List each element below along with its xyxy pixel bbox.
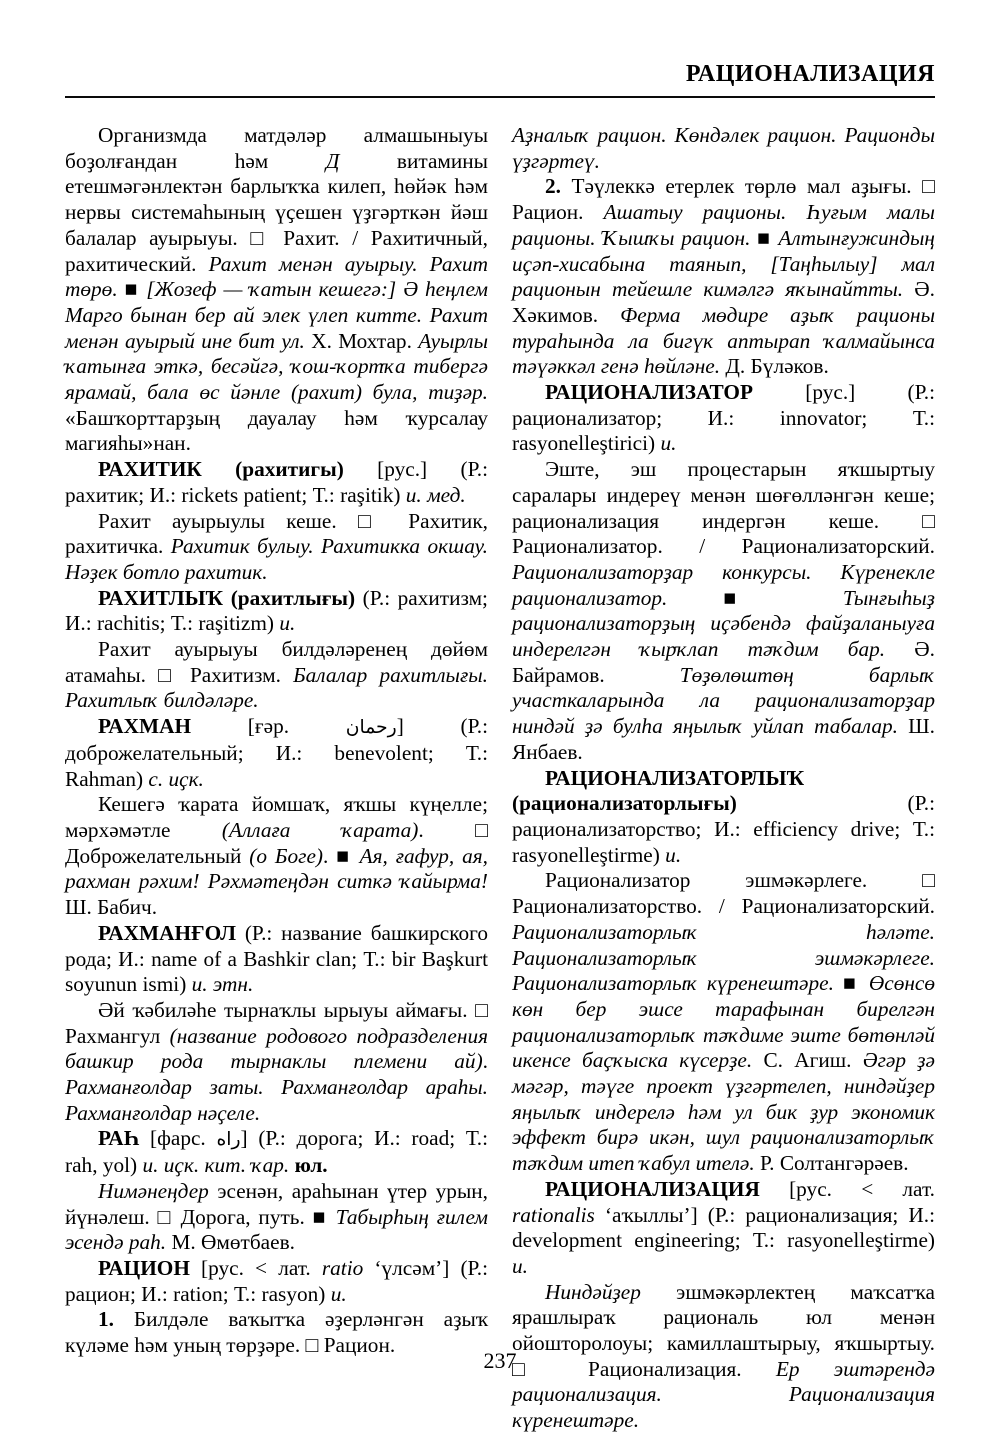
entry-paragraph xyxy=(512,766,935,869)
italic-text: Ферма мөдире аҙыҡ рационы тураһында ла бигүк аптырап ҡалмайынса тәүәккәл генә һөйләне. xyxy=(512,302,936,379)
entry-paragraph xyxy=(512,380,935,457)
italic-text: Ауырлы ҡатынға эткә, бесәйгә, ҡош-ҡортҡа тибергә ярамай, бала өс йәнле (рахит) була, тиҙәр. xyxy=(65,328,488,405)
italic-text: (о Боге) xyxy=(249,843,323,868)
text: . ■ xyxy=(323,843,360,868)
entry-paragraph xyxy=(65,998,488,1127)
entry-paragraph xyxy=(512,1177,935,1280)
text: Рационализатор эшмәкәрлеге. □ Рационализаторство. / Рационализаторский. xyxy=(512,868,935,919)
entry-paragraph xyxy=(65,586,488,637)
entry-paragraph xyxy=(512,174,935,380)
italic-text: и. иҫк. кит. ҡар. xyxy=(142,1153,290,1178)
arabic-text: رحمان xyxy=(345,717,397,739)
entry-paragraph xyxy=(65,1126,488,1178)
text: [рус.] (Р.: рахитик; И.: rickets patient; Т.: raşitik) xyxy=(65,457,489,507)
text: Ә. Байрамов. xyxy=(512,637,936,687)
text: [рус.] (Р.: рационализатор; И.: innovator; Т.: rasyonelleştirici) xyxy=(512,380,935,456)
italic-text: Рахит менән ауырыу. Рахит төрө. xyxy=(65,251,488,302)
text: [рус. < лат. xyxy=(189,1255,322,1280)
text: витамины етешмәгәнлектән барлыҡҡа килеп, һөйәк һәм нервы системаһының үҫешен үҙгәрткән йәш балалар ауырыуы. □ Рахит. / Рахитичный, рахитический. xyxy=(65,148,488,276)
text: ■ xyxy=(833,971,869,996)
italic-text: Тынғыһыҙ рационализаторҙың иҫәбендә файҙаланыуға индерелгән ҡырҡлап тәҡдим бар. xyxy=(512,585,935,662)
text: ‘аҡыллы’] (Р.: рационализация; И.: development engineering; Т.: rasyonelleştirme) xyxy=(512,1202,935,1253)
italic-text: Ая, ғафур, ая, рахман рәхим! Рәхмәтеңдән ситкә ҡайырма! xyxy=(65,843,488,894)
italic-text: Рахитик булыу. Рахитикка окшау. Нәҙек ботло рахитик. xyxy=(65,534,488,584)
text: (Р.: рахитизм; И.: rachitis; Т.: raşitizm) xyxy=(65,585,488,636)
text: Х. Мохтар. xyxy=(304,328,419,353)
text: [ғәр. xyxy=(191,714,346,739)
bold-text: РАХИТИК (рахитигы) xyxy=(98,457,344,482)
italic-text: Ер эштәрендә рационализация. Рационализация күренештәре. xyxy=(512,1356,935,1433)
text: Ш. Янбаев. xyxy=(512,714,935,764)
text: Эште, эш процестарын яҡшыртыу саралары индереү менән шөғөлләнгән кеше; рационализация индергән кеше. □ Рационализатор. / Рационализаторский. xyxy=(512,457,935,559)
arabic-text: راه xyxy=(216,1129,241,1151)
text: Р. Солтангәрәев. xyxy=(754,1151,909,1176)
italic-text: Нимәнеңдер xyxy=(98,1178,209,1203)
italic-text: Әгәр ҙә мәгәр, тәүге проект үҙгәртелеп, ниндәйҙер яңылыҡ индерелә һәм ул бик ҙур экономик эффект бирә икән, шул рационализаторлыҡ тәҡдим итеп ҡабул ителә. xyxy=(512,1048,935,1176)
italic-text: (название родового подразделения башкир рода тырнаклы племени ай) xyxy=(65,1023,488,1074)
italic-text: Рационализаторлыҡ һәләте. Рационализаторлыҡ эшмәкәрлеге. Рационализаторлыҡ күренештәре. xyxy=(512,919,935,996)
italic-text: ratio xyxy=(321,1255,364,1280)
text: . xyxy=(482,1049,488,1074)
entry-paragraph xyxy=(65,457,488,508)
italic-text: Төҙөлөштөң барлыҡ участкаларында ла рационализаторҙар ниндәй ҙә булһа яңылыҡ уйлап табалар. xyxy=(512,662,935,739)
italic-text: и. xyxy=(665,842,682,867)
bold-text: юл. xyxy=(294,1153,328,1178)
italic-text: Ашатыу рационы. Һуғым малы рационы. Ҡышҡы рацион. xyxy=(512,200,935,250)
text: эсенән, араһынан үтер урын, йүнәлеш. □ Дорога, путь. ■ xyxy=(65,1178,488,1229)
italic-text: Аҙналыҡ рацион. Көндәлек рацион. Рационды үҙгәртеү. xyxy=(512,123,935,173)
text: ‘үлсәм’] (Р.: рацион; И.: ration; Т.: rasyon) xyxy=(65,1255,488,1306)
bold-text: 1. xyxy=(98,1307,114,1332)
text: (Р.: рационализаторство; И.: efficiency drive; Т.: rasyonelleştirme) xyxy=(512,791,935,867)
text: Рахит ауырыуы билдәләренең дөйөм атамаһы. □ Рахитизм. xyxy=(65,637,488,687)
bold-text: РАХМАН xyxy=(98,714,192,739)
text: ] (Р.: доброжелательный; И.: benevolent; Т.: Rahman) xyxy=(65,714,488,791)
italic-text: Балалар рахитлығы. Рахитлыҡ билдәләре. xyxy=(65,662,488,713)
text: ■ xyxy=(667,585,843,610)
entry-paragraph xyxy=(65,1179,488,1256)
italic-text: Алтынғужиндың иҫәп-хисабына таянып, [Таңһылыу] мал рационын тейешле кимәлгә яҡынайтты. xyxy=(512,225,935,302)
text: «Башҡорттарҙың дауалау һәм ҡурсалау магияһы»нан. xyxy=(65,405,488,456)
text: С. Агиш. xyxy=(752,1048,863,1073)
text: ■ xyxy=(117,277,147,302)
entry-paragraph xyxy=(512,868,935,1176)
italic-text: Ниндәйҙер xyxy=(545,1279,641,1304)
entry-paragraph xyxy=(65,921,488,998)
text: Кешегә ҡарата йомшаҡ, яҡшы күңелле; мәрхәмәтле xyxy=(65,792,488,842)
italic-text: и. этн. xyxy=(191,972,254,997)
italic-text: и. мед. xyxy=(405,482,466,507)
bold-text: РАЦИОНАЛИЗАТОР xyxy=(545,380,753,405)
bold-text: 2. xyxy=(545,174,561,199)
italic-text: с. иҫк. xyxy=(148,766,204,791)
italic-text: Табырһың ғилем эсендә раһ. xyxy=(65,1204,488,1255)
italic-text: и. xyxy=(660,431,677,456)
text: (Р.: название башкирского рода; И.: name of a Bashkir clan; Т.: bir Başkurt soyunun ismi) xyxy=(65,920,488,997)
text: ■ xyxy=(750,225,779,250)
left-column xyxy=(65,123,488,1434)
bold-text: РАЦИОНАЛИЗАЦИЯ xyxy=(545,1176,760,1201)
text: М. Өмөтбаев. xyxy=(166,1230,295,1255)
italic-text: Рационализаторҙар конкурсы. Күренекле рационализатор. xyxy=(512,559,935,610)
text: Организмда матдәләр алмашыныуы боҙолғандан һәм xyxy=(65,123,488,173)
entry-paragraph xyxy=(65,714,488,792)
right-column xyxy=(512,123,935,1434)
bold-text: РАЦИОН xyxy=(98,1255,190,1280)
text: Ш. Бабич. xyxy=(65,895,158,920)
entry-paragraph xyxy=(65,637,488,714)
text: ] (Р.: дорога; И.: road; Т.: rah, yol) xyxy=(65,1126,488,1178)
entry-paragraph xyxy=(512,457,935,765)
text: [фарс. xyxy=(139,1126,217,1151)
text: [рус. < лат. xyxy=(759,1176,935,1201)
italic-text: Өсөнсө көн бер эшсе тарафынан бирелгән рационализаторлыҡ тәҡдиме эште бөтөнләй икенсе баҫҡыска күсерҙе. xyxy=(512,971,936,1073)
italic-text: и. xyxy=(279,611,296,636)
bold-text: РАХМАНҒОЛ xyxy=(98,920,237,945)
text: Әй ҡәбиләһе тырнаҡлы ырыуы аймағы. □ Рахмангул xyxy=(65,997,488,1048)
text: Ә. Хәкимов. xyxy=(512,277,935,327)
text: эшмәкәрлектең маҡсатҡа ярашлыраҡ рациональ юл менән ойошторолоуы; камиллаштырыу, яҡшыртыу. □ Рационализация. xyxy=(512,1279,935,1381)
entry-paragraph xyxy=(65,509,488,586)
italic-text: Рахманғолдар заты. Рахманғолдар араһы. Рахманғолдар нәҫеле. xyxy=(65,1075,488,1125)
text-columns xyxy=(65,123,935,1434)
italic-text: (Аллаға ҡарата) xyxy=(221,817,419,842)
text: . □ Доброжелательный xyxy=(65,817,489,868)
text: Тәүлеккә етерлек төрлө мал аҙығы. □ Рацион. xyxy=(512,174,935,225)
entry-paragraph xyxy=(65,123,488,457)
italic-text: Д xyxy=(325,148,340,173)
bold-text: РАХИТЛЫҠ (рахитлығы) xyxy=(98,585,356,610)
text: Билдәле ваҡытҡа әҙерләнгән аҙыҡ күләме һәм уның төрҙәре. □ Рацион. xyxy=(65,1307,488,1358)
text: Рахит ауырыулы кеше. □ Рахитик, рахитичка. xyxy=(65,508,488,559)
italic-text: [Жозеф — ҡатын кешегә:] Ә һеңлем Марго бынан бер ай элек үлеп китте. Рахит менән ауырый ине бит ул. xyxy=(65,277,489,353)
entry-paragraph xyxy=(65,1256,488,1307)
italic-text: и. xyxy=(512,1253,528,1278)
entry-paragraph xyxy=(512,123,935,174)
italic-text: rationalis xyxy=(512,1202,595,1227)
text: Д. Бүләков. xyxy=(720,354,829,379)
bold-text: РАЦИОНАЛИЗАТОРЛЫҠ (рационализаторлығы) xyxy=(512,765,805,816)
entry-paragraph xyxy=(65,792,488,921)
header-rule xyxy=(65,96,935,98)
page-number: 237 xyxy=(483,1348,517,1373)
italic-text: и. xyxy=(330,1281,347,1306)
bold-text: РАҺ xyxy=(98,1126,140,1151)
running-head: РАЦИОНАЛИЗАЦИЯ xyxy=(685,61,935,87)
